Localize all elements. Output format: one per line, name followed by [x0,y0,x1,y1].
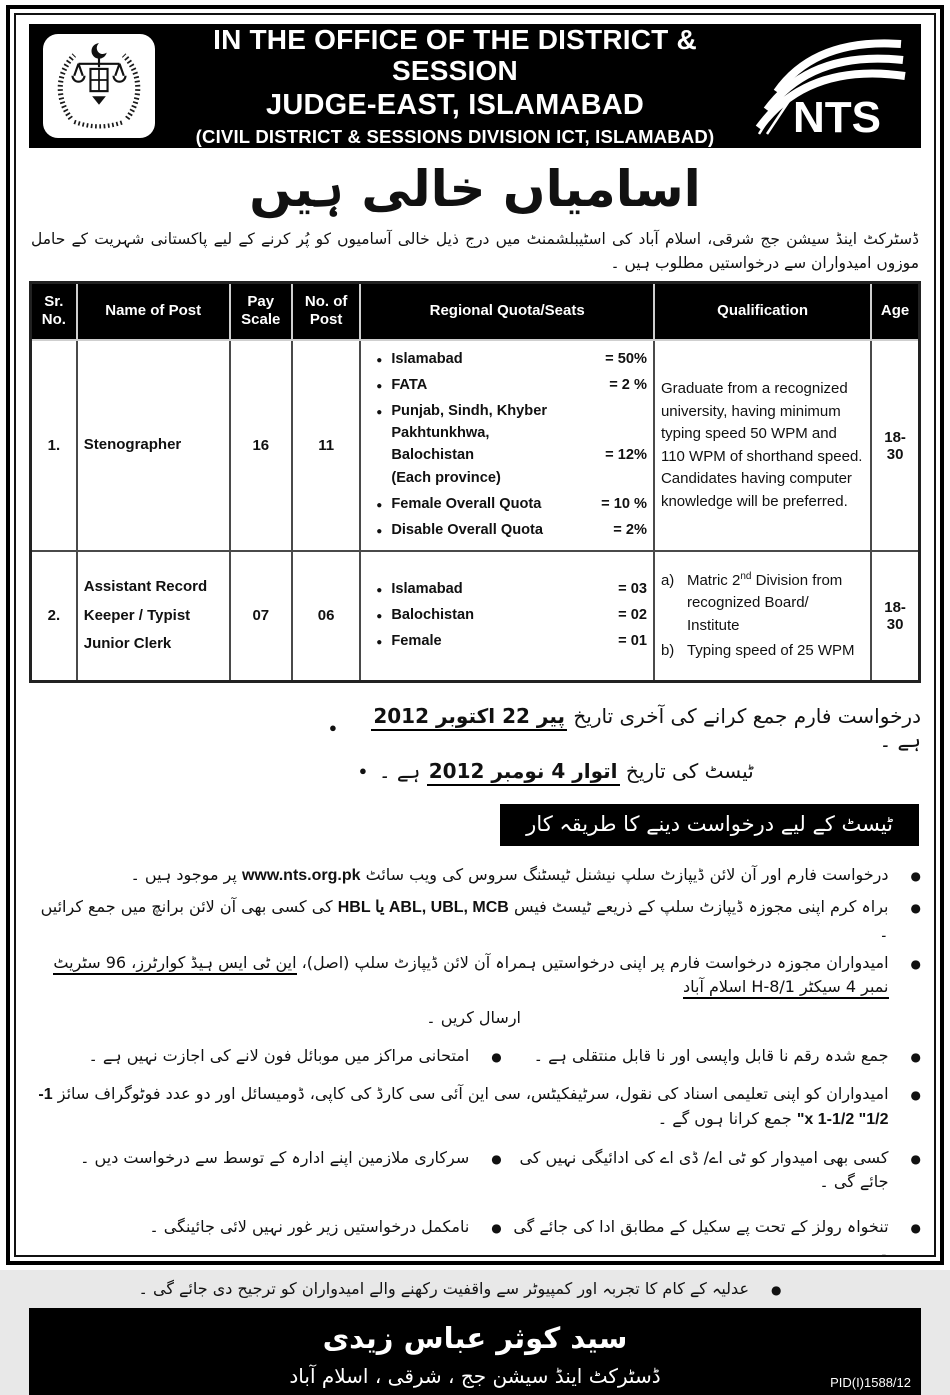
col-age: Age [871,282,919,340]
quota-label: Balochistan [391,606,475,623]
quota-note: (Each province) [391,470,501,487]
row1-post-name: Stenographer [77,340,230,551]
judiciary-emblem-icon [52,41,146,131]
bullet-icon [897,1082,921,1132]
col-name-of-post: Name of Post [77,282,230,340]
quota-item [367,605,647,627]
row2-post-name: Assistant Record Keeper / Typist Junior Clerk [77,551,230,681]
bank-names: ABL, UBL, MCB یا HBL [337,898,509,916]
quota-label: Islamabad [391,581,463,598]
quota-value: = 50% [605,351,647,368]
photo-size: 1-1/2" x 1-1/2" [38,1085,889,1128]
vacancies-table [29,281,921,683]
quota-label: Disable Overall Quota [391,522,543,539]
office-title-line1: IN THE OFFICE OF THE DISTRICT & SESSION [213,24,697,86]
table-row [31,340,920,551]
nts-postal-address: این ٹی ایس ہیڈ کوارٹرز، 96 سٹریٹ نمبر 4 سیکٹر H-8/1 اسلام آباد [53,953,888,999]
signatory-name: سید کوثر عباس زیدی [322,1320,628,1355]
quota-label: Islamabad [391,351,463,368]
quota-item [367,494,647,516]
office-title-line2: JUDGE-EAST, ISLAMABAD [266,88,644,121]
test-date-text: ٹیسٹ کی تاریخ اتوار 4 نومبر 2012 ہے ۔ [379,759,754,783]
procedure-item-documents: ● امیدواران کو اپنی تعلیمی اسناد کی نقول، سرٹیفکیٹس، سی این آئی سی کارڈ کی کاپی، ڈومیسائل اور دو عدد فوٹوگراف سائز 1-1/2" x 1-1/2" جمع کرانا ہوں گے ۔ [29,1082,921,1132]
table-header-row [31,282,920,340]
bullet-icon [329,721,337,734]
bullet-icon [477,1215,501,1263]
intro-paragraph: ڈسٹرکٹ اینڈ سیشن جج شرقی، اسلام آباد کی اسٹیبلشمنٹ میں درج ذیل خالی آسامیوں کو پُر کرنے کے لیے پاکستانی شہریت کے حامل موزوں امیدواران سے درخواستیں مطلوب ہیں ۔ [31,229,919,272]
bullet-icon [897,1044,921,1068]
quota-value: = 2 % [609,376,647,393]
bullet-icon [367,405,391,420]
procedure-item-incomplete-applications: ● نامکمل درخواستیں زیر غور نہیں لائی جائینگی ۔ [29,1215,502,1263]
quota-value: = 02 [618,606,647,623]
bullet-icon [367,498,391,513]
procedure-item-preference: ● عدلیہ کے کام کا تجربہ اور کمپیوٹر سے واقفیت رکھنے والے امیدواران کو ترجیح دی جائے گی ۔ [29,1277,921,1301]
test-date-line [359,759,921,783]
bullet-icon [367,379,391,394]
col-pay-scale: Pay Scale [230,282,292,340]
procedure-double-row [29,1037,921,1075]
row1-quota-cell [360,340,654,551]
key-dates [29,697,921,790]
last-date-line [329,704,921,752]
row2-posts: 06 [292,551,360,681]
procedure-banner: ٹیسٹ کے لیے درخواست دینے کا طریقہ کار [500,804,919,846]
quota-value: = 01 [618,632,647,649]
nts-website-url: www.nts.org.pk [241,866,361,884]
last-date-value: پیر 22 اکتوبر 2012 [371,704,567,731]
row1-sr: 1. [31,340,77,551]
office-subtitle: (CIVIL DISTRICT & SESSIONS DIVISION ICT, ISLAMABAD) [195,125,715,147]
qualification-item-a [661,569,864,638]
col-qualification: Qualification [654,282,871,340]
qualification-text: Matric 2nd Division from recognized Board/ Institute [686,570,843,634]
vacancy-headline: اسامیاں خالی ہیں [249,160,701,218]
col-sr-no: Sr. No. [31,282,77,340]
col-regional-quota: Regional Quota/Seats [360,282,654,340]
quota-item [367,349,647,371]
last-date-text: درخواست فارم جمع کرانے کی آخری تاریخ پیر 22 اکتوبر 2012 ہے ۔ [373,703,921,752]
procedure-item-fee-nonrefundable: ● جمع شدہ رقم نا قابل واپسی اور نا قابل منتقلی ہے ۔ [502,1044,921,1068]
bullet-icon [897,1215,921,1263]
qualification-item-b [661,640,864,663]
bullet-icon [897,951,921,999]
quota-item [367,520,647,542]
quota-item [367,375,647,397]
row2-age: 18-30 [871,551,919,681]
bullet-icon [897,863,921,888]
procedure-item-website: ● درخواست فارم اور آن لائن ڈیپازٹ سلپ نیشنل ٹیسٹنگ سروس کی ویب سائٹ www.nts.org.pk پر موجود ہیں ۔ [29,863,921,888]
test-date-value: اتوار 4 نومبر 2012 [427,759,620,786]
pid-number: PID(I)1588/12 [830,1375,911,1391]
quota-label: FATA [391,376,428,393]
list-marker: a) [660,571,675,589]
bullet-icon [367,524,391,539]
row2-quota-cell [360,551,654,681]
bullet-icon [897,895,921,944]
bullet-icon [477,1146,501,1194]
page-inner-border [14,13,936,1391]
table-row [31,551,920,681]
bullet-icon [897,1146,921,1194]
nts-logo [755,34,907,138]
row1-pay-scale: 16 [230,340,292,551]
masthead [29,24,921,148]
procedure-double-row [29,1208,921,1270]
list-marker: b) [660,642,675,660]
bullet-icon [367,353,391,368]
bullet-icon [367,583,391,598]
procedure-item-address-continuation: ارسال کریں ۔ [426,1007,521,1027]
bullet-icon [757,1277,781,1301]
procedure-double-row [29,1139,921,1201]
judiciary-emblem-box [43,34,155,138]
bullet-icon [367,609,391,624]
quota-value: = 10 % [601,496,647,513]
bullet-icon [359,764,367,777]
quota-value: = 03 [618,581,647,598]
row2-sr: 2. [31,551,77,681]
nts-logo-text: NTS [793,93,881,138]
col-no-of-post: No. of Post [292,282,360,340]
signatory-title: ڈسٹرکٹ اینڈ سیشن جج ، شرقی ، اسلام آباد [289,1364,661,1389]
quota-item [367,401,647,491]
qualification-text: Typing speed of 25 WPM [686,642,855,660]
quota-value: = 12% [605,446,647,463]
quota-label: Female Overall Quota [391,496,542,513]
quota-item [367,579,647,601]
row2-pay-scale: 07 [230,551,292,681]
procedure-item-no-ta-da: ● کسی بھی امیدوار کو ٹی اے/ ڈی اے کی ادائیگی نہیں کی جائے گی ۔ [502,1146,921,1194]
quota-item [367,631,647,653]
bullet-icon [367,635,391,650]
procedure-item-fee: ● براہ کرم اپنی مجوزہ ڈیپازٹ سلپ کے ذریعے ٹیسٹ فیس ABL, UBL, MCB یا HBL کی کسی بھی آن لائن برانچ میں جمع کرائیں ۔ [29,895,921,944]
row1-age: 18-30 [871,340,919,551]
procedure-item-no-mobiles: ● امتحانی مراکز میں موبائل فون لانے کی اجازت نہیں ہے ۔ [29,1044,502,1068]
procedure-item-salary: ● تنخواہ رولز کے تحت پے سکیل کے مطابق ادا کی جائے گی ۔ [502,1215,921,1263]
procedure-item-govt-employees: ● سرکاری ملازمین اپنے ادارہ کے توسط سے درخواست دیں ۔ [29,1146,502,1194]
procedure-list [29,856,921,1308]
masthead-titles [167,25,743,147]
row1-posts: 11 [292,340,360,551]
row2-qualification [654,551,871,681]
signature-bar [29,1308,921,1395]
quota-value: = 2% [613,522,647,539]
page-outer-border [6,5,944,1391]
quota-label: Punjab, Sindh, Khyber Pakhtunkhwa, Balochistan [391,402,548,463]
row1-qualification: Graduate from a recognized university, having minimum typing speed 50 WPM and 110 WPM of shorthand speed. Candidates having computer knowledge will be preferred. [654,340,871,551]
procedure-item-address: ● امیدواران مجوزہ درخواست فارم پر اپنی درخواستیں ہمراہ آن لائن ڈیپازٹ سلپ (اصل)، این ٹی ایس ہیڈ کوارٹرز، 96 سٹریٹ نمبر 4 سیکٹر H-8/1 اسلام آباد [29,951,921,999]
bullet-icon [477,1044,501,1068]
quota-label: Female [391,632,442,649]
